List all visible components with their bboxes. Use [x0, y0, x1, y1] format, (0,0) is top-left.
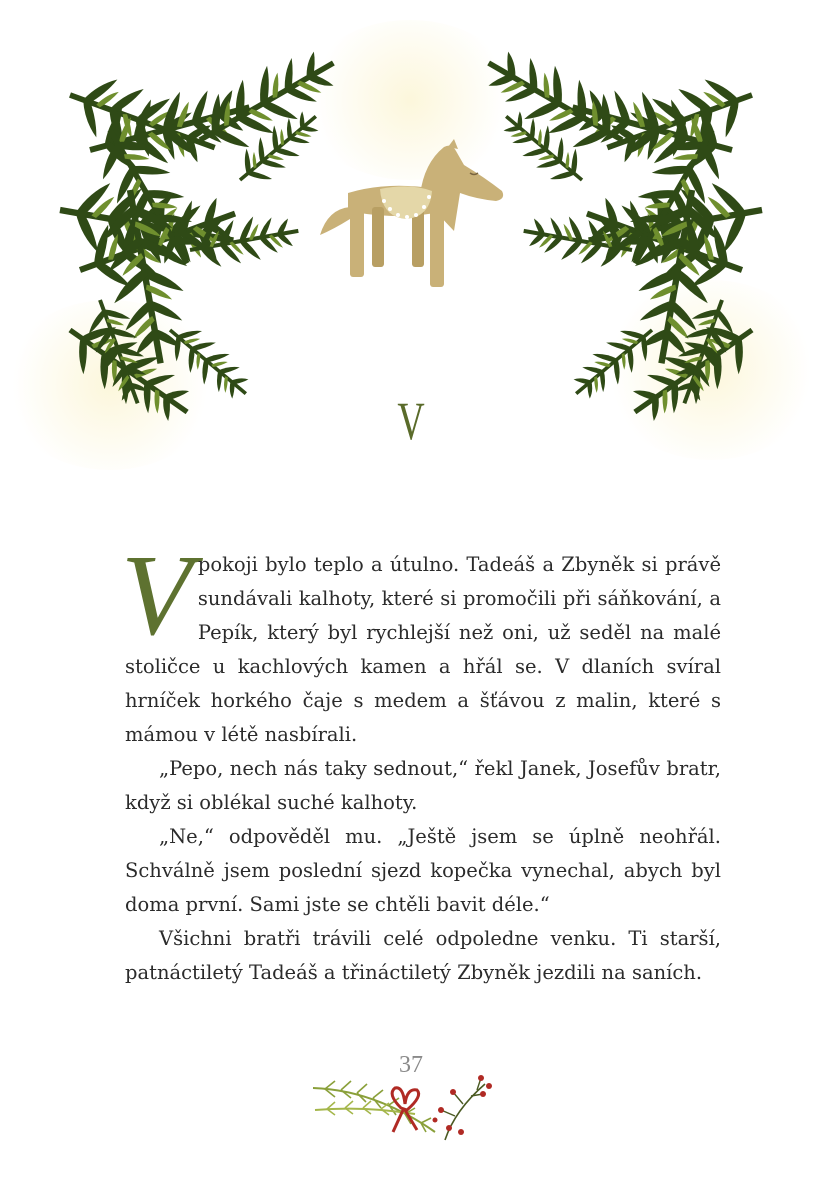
paragraph-text: pokoji bylo teplo a útulno. Tadeáš a Zbyněk si právě sundávali kalhoty, které si promočili při sáňkování, a Pepík, který byl rychlejší než oni, už seděl na malé stoličce u kachlových kamen a hřál se. V dlaních svíral hrníček horkého čaje s medem a šťávou z malin, které s mámou v létě nasbírali. [125, 553, 721, 746]
paragraph: „Ne,“ odpověděl mu. „Ještě jsem se úplně neohřál. Schválně jsem poslední sjezd kopečka vynechal, abych byl doma první. Sami jste se chtěli bavit déle.“ [125, 825, 721, 916]
body-text [121, 532, 721, 990]
drop-cap: V [121, 532, 192, 660]
chapter-number: V [397, 391, 425, 451]
fir-branch-left [54, 36, 349, 435]
paragraph: Všichni bratři trávili celé odpoledne venku. Ti starší, patnáctiletý Tadeáš a třináctiletý Zbyněk jezdili na saních. [125, 927, 721, 984]
wooden-horse-icon [320, 139, 503, 287]
berry-sprig-icon [433, 1075, 493, 1140]
fir-branch-right [473, 36, 768, 435]
paragraph: „Pepo, nech nás taky sednout,“ řekl Janek, Josefův bratr, když si oblékal suché kalhoty. [125, 757, 721, 814]
footer-ornament [305, 1070, 505, 1150]
paragraph [121, 532, 721, 752]
page-number: 37 [399, 1052, 423, 1078]
